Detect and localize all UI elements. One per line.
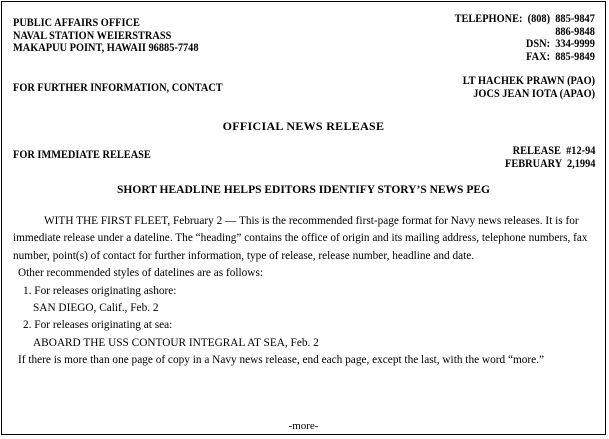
example-sea: ABOARD THE USS CONTOUR INTEGRAL AT SEA, Feb. 2 (33, 336, 319, 349)
release-type: FOR IMMEDIATE RELEASE (13, 149, 151, 161)
station-name: NAVAL STATION WEIERSTRASS (13, 29, 172, 42)
example-ashore: SAN DIEGO, Calif., Feb. 2 (33, 302, 159, 315)
release-number: RELEASE #12-94 (512, 145, 595, 157)
document-title: OFFICIAL NEWS RELEASE (222, 119, 385, 133)
paragraph-styles-intro: Other recommended styles of datelines are as follows: (18, 267, 264, 280)
contact-block (463, 75, 595, 100)
list-item-ashore: 1. For releases originating ashore: (23, 284, 177, 297)
telephone-line: TELEPHONE: (808) 885-9847 (454, 13, 595, 25)
fax-line: FAX: 885-9849 (526, 50, 595, 63)
telephone-alt-line: 886-9848 (555, 25, 595, 38)
contact-person-apao: JOCS JEAN IOTA (APAO) (473, 87, 595, 100)
office-address: MAKAPUU POINT, HAWAII 96885-7748 (13, 42, 199, 54)
body-text (13, 213, 597, 370)
more-marker: -more- (288, 420, 319, 432)
office-name: PUBLIC AFFAIRS OFFICE (13, 17, 140, 29)
paragraph-more-rule: If there is more than one page of copy in a Navy news release, end each page, except the last, with the word “more.” (18, 354, 545, 367)
release-date: FEBRUARY 2,1994 (504, 157, 595, 170)
contact-person-pao: LT HACHEK PRAWN (PAO) (462, 75, 595, 87)
list-item-sea: 2. For releases originating at sea: (23, 319, 173, 332)
phone-block (455, 13, 595, 63)
contact-label: FOR FURTHER INFORMATION, CONTACT (13, 82, 223, 94)
release-info (505, 145, 595, 170)
paragraph-dateline: WITH THE FIRST FLEET, February 2 — This is the recommended first-page format for Navy news releases. It is for immediate release under a dateline. The “heading” contains the office of origin and its mailing address, telephone numbers, fax number, point(s) of contact for further information, type of release, release number, headline and date. (13, 215, 588, 262)
news-release-page (1, 1, 606, 435)
headline: SHORT HEADLINE HELPS EDITORS IDENTIFY STORY’S NEWS PEG (117, 184, 490, 196)
office-block (13, 17, 199, 55)
dsn-line: DSN: 334-9999 (525, 38, 595, 50)
